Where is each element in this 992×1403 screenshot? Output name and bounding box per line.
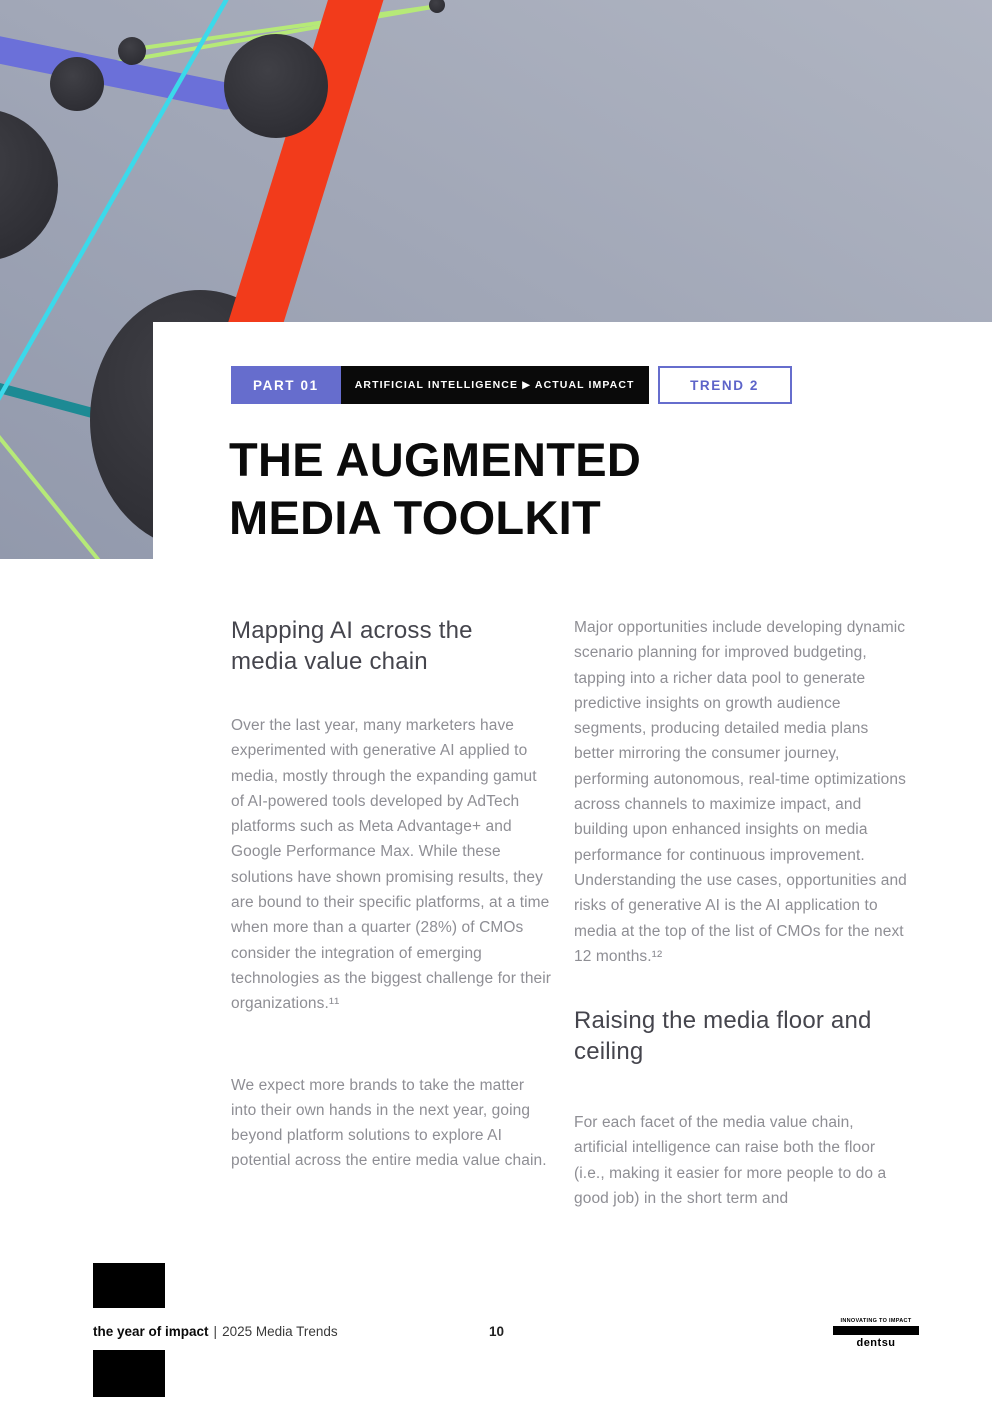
sphere-small xyxy=(118,37,146,65)
dentsu-logo-bar xyxy=(833,1326,919,1335)
page-title-line2: MEDIA TOOLKIT xyxy=(229,491,602,544)
right-column xyxy=(574,615,907,1211)
right-column-paragraph-1: Major opportunities include developing dynamic scenario planning for improved budgeting, tapping into a richer data pool to generate predictive insights on growth audience segments, producing detailed media plans better mirroring the consumer journey, performing autonomous, real-time optimizations across channels to maximize impact, and building upon enhanced insights on media performance for continuous improvement. Understanding the use cases, opportunities and risks of generative AI is the AI application to media at the top of the list of CMOs for the next 12 months.¹² xyxy=(574,619,907,965)
left-column-heading: Mapping AI across the media value chain xyxy=(231,617,473,675)
left-column xyxy=(231,615,552,1174)
right-column-heading: Raising the media floor and ceiling xyxy=(574,1007,872,1066)
topic-badge xyxy=(341,366,649,404)
page-number: 10 xyxy=(489,1324,505,1339)
part-badge-label: PART 01 xyxy=(253,377,319,393)
sphere-medium xyxy=(50,57,104,111)
footer-black-square-top xyxy=(93,1263,165,1308)
trend-badge-label: TREND 2 xyxy=(690,377,760,393)
footer-separator: | xyxy=(213,1324,218,1339)
header-badges xyxy=(231,366,792,404)
right-column-paragraph-2: For each facet of the media value chain, artificial intelligence can raise both the floor (i.e., making it easier for more people to do a good job) in the short term and xyxy=(574,1114,887,1208)
page-title-line1: THE AUGMENTED xyxy=(229,433,642,486)
topic-badge-label: ARTIFICIAL INTELLIGENCE ▶ ACTUAL IMPACT xyxy=(354,379,635,391)
footer-report-line xyxy=(93,1324,338,1339)
footer-black-square-bottom xyxy=(93,1350,165,1397)
footer-report-subtitle: 2025 Media Trends xyxy=(222,1324,338,1339)
footer-report-title: the year of impact xyxy=(93,1324,209,1339)
part-badge xyxy=(231,366,341,404)
dentsu-logo-tagline: INNOVATING TO IMPACT xyxy=(840,1318,912,1324)
dentsu-logo xyxy=(829,1318,923,1349)
page-title xyxy=(229,431,641,547)
trend-badge xyxy=(658,366,792,404)
left-column-paragraph-1: Over the last year, many marketers have experimented with generative AI applied to media, mostly through the expanding gamut of AI-powered tools developed by AdTech platforms such as Meta Advantage+ and Google Performance Max. While these solutions have shown promising results, they are bound to their specific platforms, at a time when more than a quarter (28%) of CMOs consider the integration of emerging technologies as the biggest challenge for their organizations.¹¹ xyxy=(231,717,552,1013)
dentsu-logo-wordmark: dentsu xyxy=(856,1336,896,1349)
sphere-top-right xyxy=(224,34,328,138)
left-column-paragraph-2: We expect more brands to take the matter into their own hands in the next year, going beyond platform solutions to explore AI potential across the entire media value chain. xyxy=(231,1076,547,1170)
